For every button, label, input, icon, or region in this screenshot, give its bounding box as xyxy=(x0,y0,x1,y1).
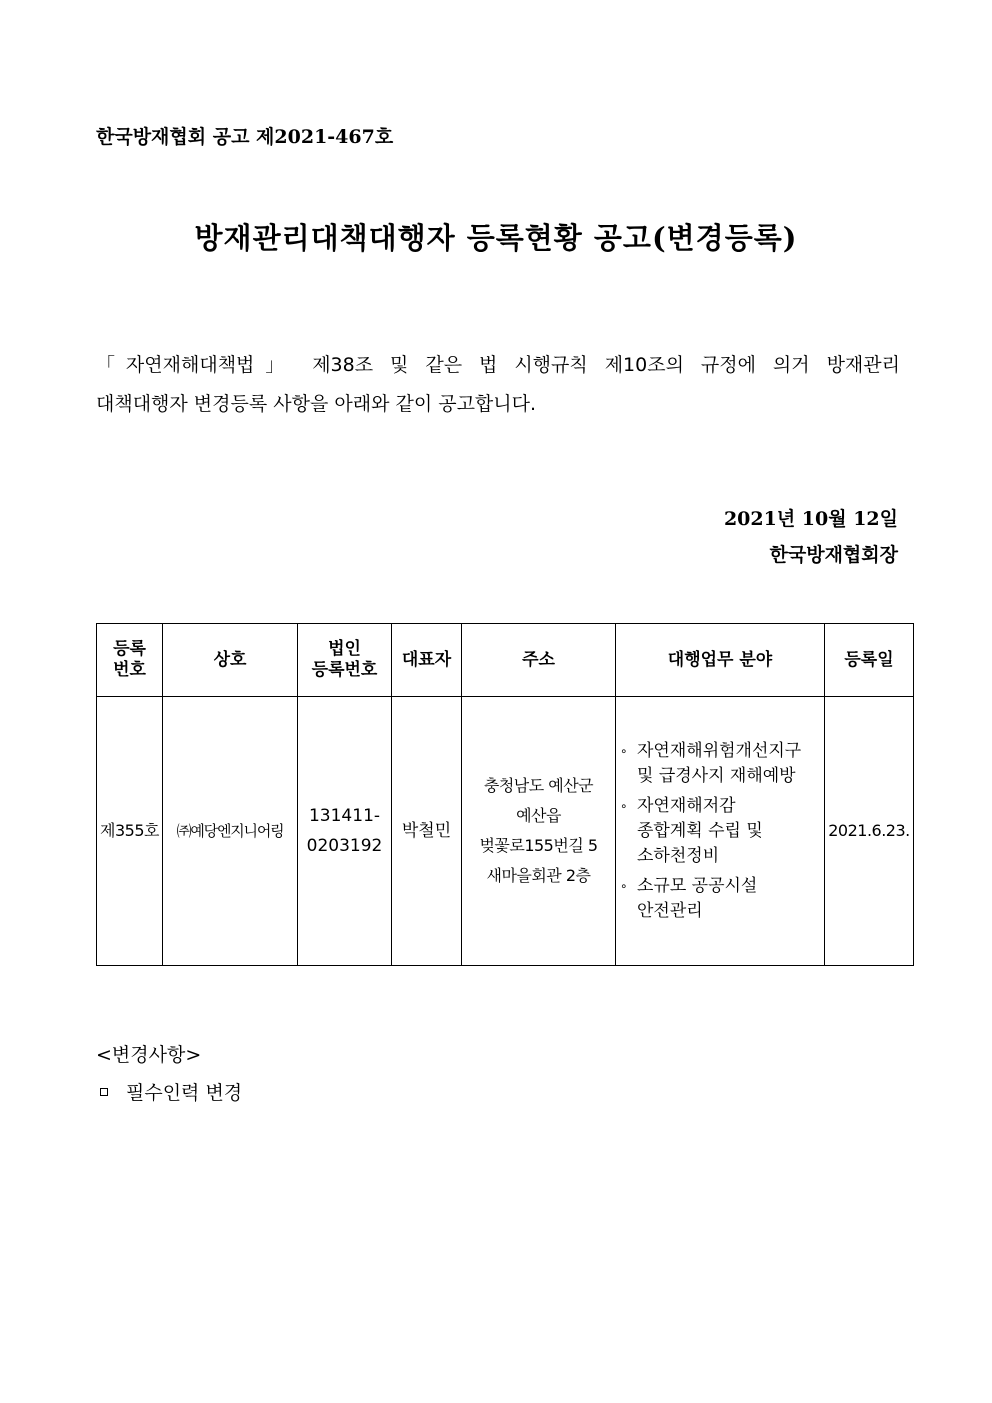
header-address: 주소 xyxy=(462,624,616,697)
bullet-icon: ∘ xyxy=(620,798,628,813)
header-corp-no xyxy=(298,624,392,697)
header-reg-date: 등록일 xyxy=(825,624,914,697)
field-item xyxy=(620,874,822,924)
changes-heading: <변경사항> xyxy=(96,1044,202,1066)
cell-fields xyxy=(616,697,825,966)
field3-line1: 소규모 공공시설 xyxy=(637,875,758,896)
header-corp-no-line2: 등록번호 xyxy=(311,660,378,680)
cell-company: ㈜예당엔지니어링 xyxy=(163,697,298,966)
notice-number: 한국방재협회 공고 제2021-467호 xyxy=(96,126,394,148)
changes-item xyxy=(100,1078,242,1105)
cell-reg-no: 제355호 xyxy=(97,697,163,966)
square-bullet-icon xyxy=(100,1088,108,1096)
header-fields: 대행업무 분야 xyxy=(616,624,825,697)
header-reg-no-line1: 등록 xyxy=(113,639,146,659)
cell-representative: 박철민 xyxy=(392,697,462,966)
field1-line2: 및 급경사지 재해예방 xyxy=(637,765,796,786)
address-line2: 예산읍 xyxy=(516,806,561,825)
document-title: 방재관리대책대행자 등록현황 공고(변경등록) xyxy=(194,221,798,255)
header-corp-no-line1: 법인 xyxy=(328,639,361,659)
field3-line2: 안전관리 xyxy=(637,900,703,921)
field2-line3: 소하천정비 xyxy=(637,845,720,866)
table-header-row xyxy=(97,624,914,697)
corp-no-line2: 0203192 xyxy=(306,836,383,856)
registration-table xyxy=(96,623,914,966)
field1-line1: 자연재해위험개선지구 xyxy=(637,740,802,761)
changes-item-text: 필수인력 변경 xyxy=(126,1082,243,1104)
field-item xyxy=(620,739,822,789)
header-reg-no xyxy=(97,624,163,697)
address-line1: 충청남도 예산군 xyxy=(483,776,594,795)
address-line3: 벚꽃로155번길 5 xyxy=(479,836,598,855)
signature-date: 2021년 10월 12일 xyxy=(723,508,898,530)
body-line-1: 「자연재해대책법」 제38조 및 같은 법 시행규칙 제10조의 규정에 의거 방재관리 xyxy=(96,354,900,376)
address-line4: 새마을회관 2층 xyxy=(486,866,591,885)
field2-line2: 종합계획 수립 및 xyxy=(637,820,763,841)
field2-line1: 자연재해저감 xyxy=(637,795,736,816)
corp-no-line1: 131411- xyxy=(308,806,381,826)
bullet-icon: ∘ xyxy=(620,743,628,758)
cell-reg-date: 2021.6.23. xyxy=(825,697,914,966)
body-line-2: 대책대행자 변경등록 사항을 아래와 같이 공고합니다. xyxy=(96,393,537,415)
table-row xyxy=(97,697,914,966)
header-reg-no-line2: 번호 xyxy=(113,660,146,680)
signature-issuer: 한국방재협회장 xyxy=(769,544,898,566)
cell-address xyxy=(462,697,616,966)
header-representative: 대표자 xyxy=(392,624,462,697)
cell-corp-no xyxy=(298,697,392,966)
header-company: 상호 xyxy=(163,624,298,697)
body-paragraph xyxy=(96,346,900,424)
field-item xyxy=(620,794,822,869)
bullet-icon: ∘ xyxy=(620,878,628,893)
